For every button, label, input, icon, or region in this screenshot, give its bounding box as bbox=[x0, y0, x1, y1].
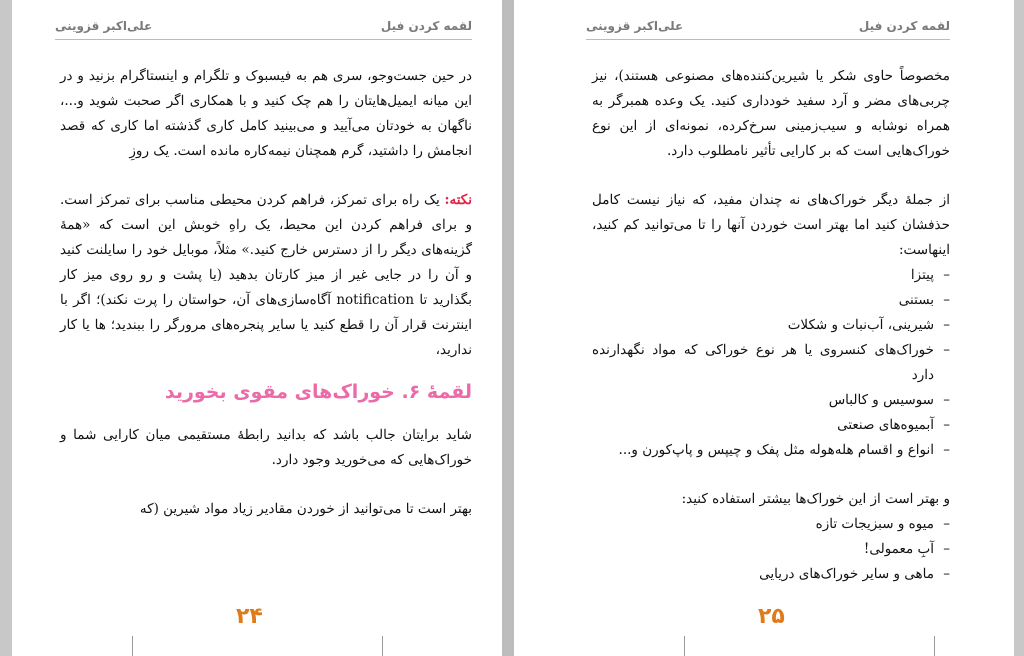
list-item: – میوه و سبزیجات تازه bbox=[592, 512, 950, 537]
food-list bbox=[592, 263, 950, 463]
paragraph: مخصوصاً حاوی شکر یا شیرین‌کننده‌های مصنوعی هستند)، نیز چربی‌های مضر و آرد سفید خودداری کنید. یک وعده همبرگر به همراه نوشابه و سیب‌زمینی سرخ‌کرده، نمونه‌ای از این نوع خوراک‌هایی است که بر کارایی تأثیر نامطلوب دارد. bbox=[592, 68, 950, 159]
list-item: – آبمیوه‌های صنعتی bbox=[592, 413, 950, 438]
list-item: – بستنی bbox=[592, 288, 950, 313]
list-item: – ماهی و سایر خوراک‌های دریایی bbox=[592, 562, 950, 587]
book-title: لقمه کردن فیل bbox=[380, 19, 472, 33]
list-item: – پیتزا bbox=[592, 263, 950, 288]
right-page bbox=[514, 0, 1014, 656]
page-number: ۲۵ bbox=[758, 604, 785, 629]
list-item: – سوسیس و کالباس bbox=[592, 388, 950, 413]
note-label: نکته: bbox=[444, 192, 472, 208]
paragraph: و بهتر است از این خوراک‌ها بیشتر استفاده کنید: bbox=[681, 491, 950, 507]
note-paragraph bbox=[60, 188, 472, 363]
page-number: ۲۴ bbox=[236, 604, 263, 629]
author-name: علی‌اکبر قزوینی bbox=[55, 19, 153, 33]
list-item: – خوراک‌های کنسروی یا هر نوع خوراکی که مواد نگهدارنده دارد bbox=[592, 338, 950, 388]
book-title: لقمه کردن فیل bbox=[858, 19, 950, 33]
author-name: علی‌اکبر قزوینی bbox=[586, 19, 684, 33]
running-header bbox=[586, 17, 950, 40]
list-item: – انواع و اقسام هله‌هوله مثل پفک و چیپس و پاپ‌کورن و... bbox=[592, 438, 950, 463]
list-item: – آبِ معمولی! bbox=[592, 537, 950, 562]
paragraph: بهتر است تا می‌توانید از خوردن مقادیر زیاد مواد شیرین (که bbox=[139, 501, 472, 517]
left-page bbox=[12, 0, 502, 656]
list-item: – شیرینی، آب‌نبات و شکلات bbox=[592, 313, 950, 338]
footer-tick bbox=[934, 636, 935, 656]
running-header bbox=[55, 17, 472, 40]
book-gutter bbox=[502, 0, 514, 656]
paragraph: شاید برایتان جالب باشد که بدانید رابطهٔ مستقیمی میان کارایی شما و خوراک‌هایی که می‌خورید وجود دارد. bbox=[60, 427, 472, 468]
note-text: یک راه برای تمرکز، فراهم کردن محیطی مناسب برای تمرکز است. و برای فراهم کردن این محیط، یک راهِ خوبش این است که «همهٔ گزینه‌های دیگر را از دسترس خارج کنید.» مثلاً، موبایل خود را سایلنت کنید و آن را در جایی غیر از میز کارتان بدهید (یا پشت و رو روی میز کار بگذارید تا notification آگاه‌سازی‌های آن، حواستان را پرت نکند)؛ اگر با اینترنت قرار آن را قطع کنید یا سایر پنجره‌های مرورگر را ببندید؛ ها یا کار ندارید، bbox=[60, 192, 472, 358]
section-heading: لقمهٔ ۶. خوراک‌های مقوی بخورید bbox=[164, 381, 472, 403]
page-body bbox=[60, 64, 472, 522]
footer-tick bbox=[132, 636, 133, 656]
paragraph: در حین جست‌وجو، سری هم به فیسبوک و تلگرام و اینستاگرام بزنید و در این میانه ایمیل‌هایتان را هم چک کنید و با همکاری اگر صحبت شوید و...، ناگهان به خودتان می‌آیید و می‌بینید کامل کاری گذشته اما کاری که قصد انجامش را داشتید، گرم همچنان نیمه‌کاره مانده است. یک روزِ bbox=[60, 68, 472, 159]
page-body bbox=[592, 64, 950, 587]
food-list bbox=[592, 512, 950, 587]
footer-tick bbox=[382, 636, 383, 656]
paragraph: از جملهٔ دیگر خوراک‌های نه چندان مفید، که نیاز نیست کامل حذفشان کنید اما بهتر است خوردن آنها را تا می‌توانید کم کنید، اینهاست: bbox=[592, 192, 950, 258]
footer-tick bbox=[684, 636, 685, 656]
